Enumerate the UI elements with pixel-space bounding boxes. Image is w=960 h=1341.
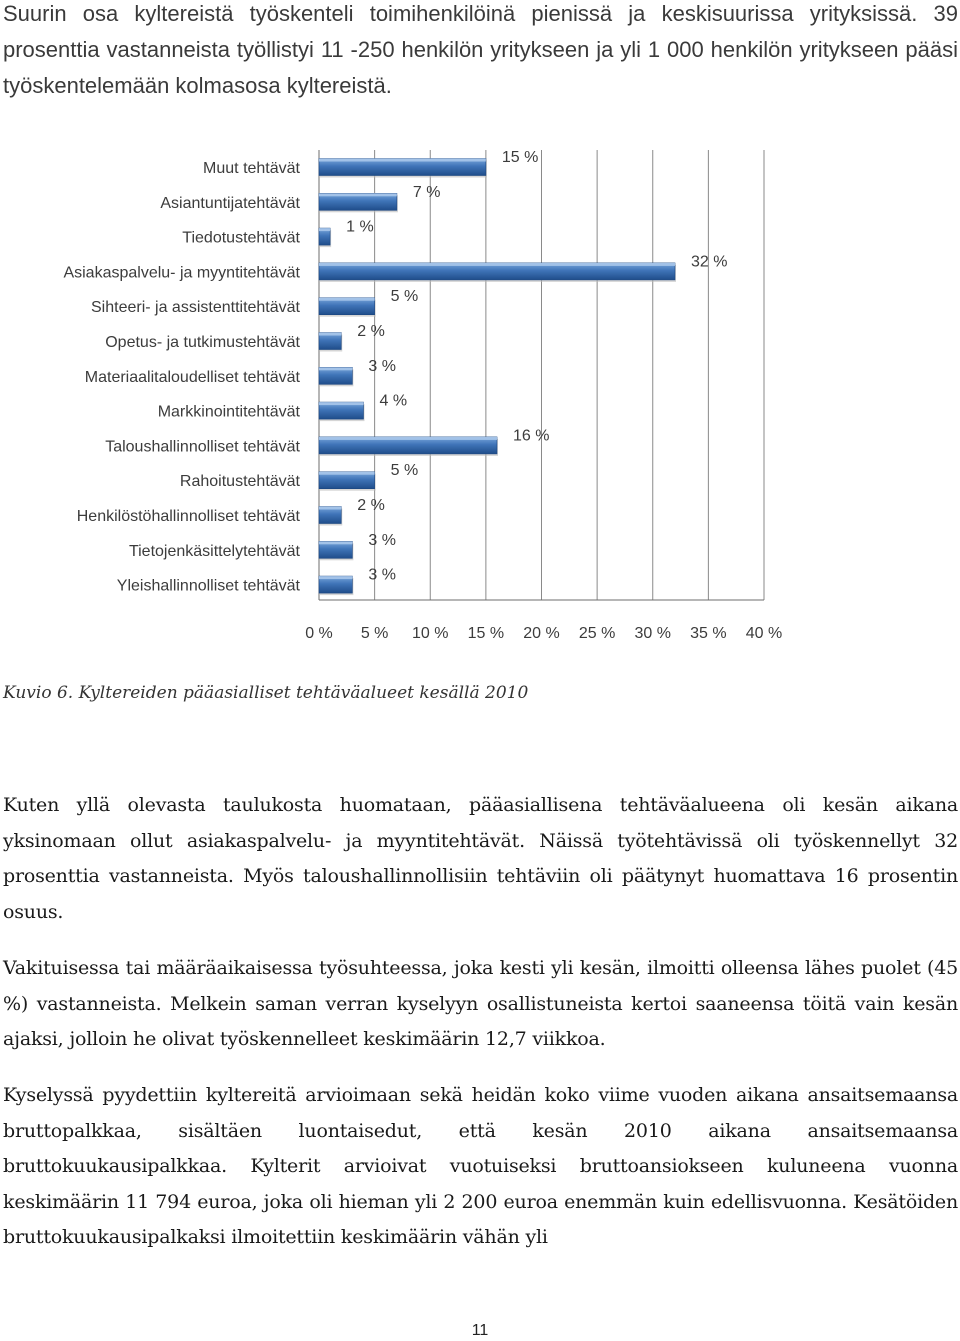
page-number: 11 <box>471 1322 489 1339</box>
x-tick-label: 30 % <box>634 625 671 642</box>
value-label: 7 % <box>412 183 441 201</box>
value-label: 3 % <box>368 531 396 549</box>
bar-highlight <box>319 402 364 405</box>
category-label: Opetus- ja tutkimustehtävät <box>105 334 300 351</box>
category-label: Rahoitustehtävät <box>179 473 300 491</box>
value-label: 3 % <box>368 566 396 584</box>
category-label: Tiedotustehtävät <box>182 229 300 247</box>
x-tick-label: 5 % <box>360 625 389 642</box>
figure-caption: Kuvio 6. Kyltereiden pääasialliset tehtäväalueet kesällä 2010 <box>3 683 529 703</box>
x-tick-label: 0 % <box>305 625 333 642</box>
value-label: 2 % <box>357 323 385 340</box>
category-label: Markkinointitehtävät <box>157 403 300 421</box>
value-label: 5 % <box>390 288 419 306</box>
bar-highlight <box>319 541 352 544</box>
intro-paragraph: Suurin osa kyltereistä työskenteli toimihenkilöinä pienissä ja keskisuurissa yrityksissä. 39 prosenttia vastanneista työllistyi 11 -250 henkilön yritykseen ja yli 1 000 henkilön yritykseen pääsi työskentelemään kolmasosa kyltereistä. <box>3 1 958 98</box>
category-label: Henkilöstöhallinnolliset tehtävät <box>76 508 300 525</box>
category-label: Materiaalitaloudelliset tehtävät <box>84 368 300 386</box>
value-label: 3 % <box>368 357 396 375</box>
bar-highlight <box>319 159 486 162</box>
category-label: Muut tehtävät <box>203 160 300 177</box>
x-tick-label: 40 % <box>745 625 783 642</box>
x-tick-label: 10 % <box>412 625 449 642</box>
category-label: Sihteeri- ja assistenttitehtävät <box>91 299 300 317</box>
bar-highlight <box>319 193 397 196</box>
task-area-bar-chart <box>0 140 960 660</box>
category-label: Asiantuntijatehtävät <box>160 194 300 212</box>
category-label: Asiakaspalvelu- ja myyntitehtävät <box>63 264 300 282</box>
x-tick-label: 25 % <box>578 625 616 642</box>
body-paragraph-2: Vakituisessa tai määräaikaisessa työsuhteessa, joka kesti yli kesän, ilmoitti olleensa lähes puolet (45 %) vastanneista. Melkein saman verran kyselyyn osallistuneista kertoi saaneensa töitä vain kesän ajaksi, jolloin he olivat työskennelleet keskimäärin 12,7 viikkoa. <box>3 957 958 1050</box>
bar-highlight <box>319 263 675 266</box>
value-label: 4 % <box>379 392 408 410</box>
x-tick-label: 15 % <box>467 625 505 642</box>
value-label: 2 % <box>357 497 385 514</box>
bar-highlight <box>319 333 341 336</box>
x-tick-label: 20 % <box>523 625 560 642</box>
bar-highlight <box>319 576 352 579</box>
body-paragraph-3: Kyselyssä pyydettiin kyltereitä arvioimaan sekä heidän koko viime vuoden aikana ansaitsemaansa bruttopalkkaa, sisältäen luontaisedut, että kesän 2010 aikana ansaitsemaansa bruttokuukausipalkkaa. Kylterit arvioivat vuotuiseksi bruttoansiokseen kuluneena vuonna keskimäärin 11 794 euroa, joka oli hieman yli 2 200 euroa enemmän kuin edellisvuonna. Kesätöiden bruttokuukausipalkaksi ilmoitettiin keskimäärin vähän yli <box>3 1084 958 1248</box>
bar-highlight <box>319 507 341 510</box>
category-label: Taloushallinnolliset tehtävät <box>105 438 300 456</box>
bar-highlight <box>319 472 375 475</box>
category-label: Yleishallinnolliset tehtävät <box>116 577 300 595</box>
value-label: 1 % <box>346 218 374 236</box>
value-label: 5 % <box>390 462 419 480</box>
value-label: 32 % <box>691 253 728 271</box>
bar-highlight <box>319 437 497 440</box>
bar-highlight <box>319 228 330 231</box>
chart-labels <box>63 149 782 642</box>
x-tick-label: 35 % <box>690 625 727 642</box>
value-label: 16 % <box>513 427 550 445</box>
category-label: Tietojenkäsittelytehtävät <box>128 542 300 560</box>
body-paragraph-1: Kuten yllä olevasta taulukosta huomataan, pääasiallisena tehtäväalueena oli kesän aikana yksinomaan ollut asiakaspalvelu- ja myyntitehtävät. Näissä työtehtävissä oli työskennellyt 32 prosenttia vastanneista. Myös taloushallinnollisiin tehtäviin oli päätynyt huomattava 16 prosentin osuus. <box>3 794 958 923</box>
value-label: 15 % <box>501 149 539 166</box>
bar-highlight <box>319 367 352 370</box>
bar-highlight <box>319 298 375 301</box>
